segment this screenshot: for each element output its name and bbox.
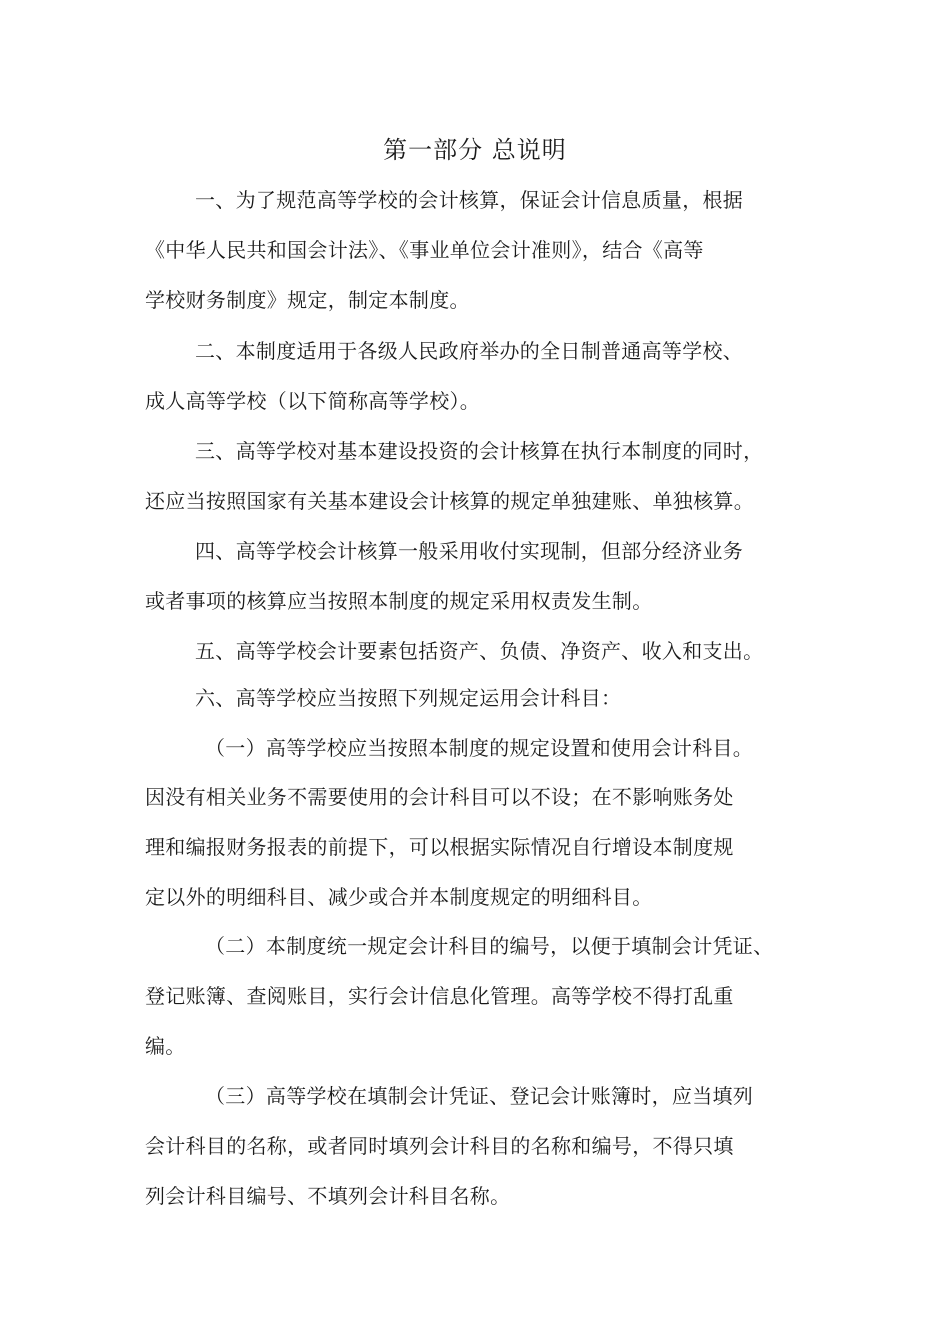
paragraph-line: （二）本制度统一规定会计科目的编号，以便于填制会计凭证、 bbox=[205, 934, 774, 958]
page-title: 第一部分 总说明 bbox=[383, 136, 567, 164]
paragraph-line: 一、为了规范高等学校的会计核算，保证会计信息质量，根据 bbox=[195, 188, 744, 212]
paragraph-line: 或者事项的核算应当按照本制度的规定采用权责发生制。 bbox=[145, 589, 653, 613]
paragraph-line: 学校财务制度》规定，制定本制度。 bbox=[145, 288, 470, 312]
paragraph-line: 成人高等学校（以下简称高等学校）。 bbox=[145, 389, 481, 413]
paragraph-line: 会计科目的名称，或者同时填列会计科目的名称和编号，不得只填 bbox=[145, 1134, 734, 1158]
paragraph-line: 编。 bbox=[145, 1034, 186, 1058]
paragraph-line: 《中华人民共和国会计法》、《事业单位会计准则》，结合《高等 bbox=[145, 238, 704, 262]
paragraph-line: 五、高等学校会计要素包括资产、负债、净资产、收入和支出。 bbox=[195, 639, 764, 663]
paragraph-line: 理和编报财务报表的前提下，可以根据实际情况自行增设本制度规 bbox=[145, 835, 734, 859]
paragraph-line: 三、高等学校对基本建设投资的会计核算在执行本制度的同时， bbox=[195, 439, 764, 463]
paragraph-line: 因没有相关业务不需要使用的会计科目可以不设；在不影响账务处 bbox=[145, 785, 734, 809]
paragraph-line: （三）高等学校在填制会计凭证、登记会计账簿时，应当填列 bbox=[205, 1084, 754, 1108]
paragraph-line: 二、本制度适用于各级人民政府举办的全日制普通高等学校、 bbox=[195, 339, 744, 363]
paragraph-line: （一）高等学校应当按照本制度的规定设置和使用会计科目。 bbox=[205, 736, 754, 760]
paragraph-line: 六、高等学校应当按照下列规定运用会计科目： bbox=[195, 686, 622, 710]
paragraph-line: 还应当按照国家有关基本建设会计核算的规定单独建账、单独核算。 bbox=[145, 489, 754, 513]
paragraph-line: 定以外的明细科目、减少或合并本制度规定的明细科目。 bbox=[145, 885, 653, 909]
paragraph-line: 登记账簿、查阅账目，实行会计信息化管理。高等学校不得打乱重 bbox=[145, 984, 734, 1008]
paragraph-line: 四、高等学校会计核算一般采用收付实现制，但部分经济业务 bbox=[195, 539, 744, 563]
paragraph-line: 列会计科目编号、不填列会计科目名称。 bbox=[145, 1184, 511, 1208]
